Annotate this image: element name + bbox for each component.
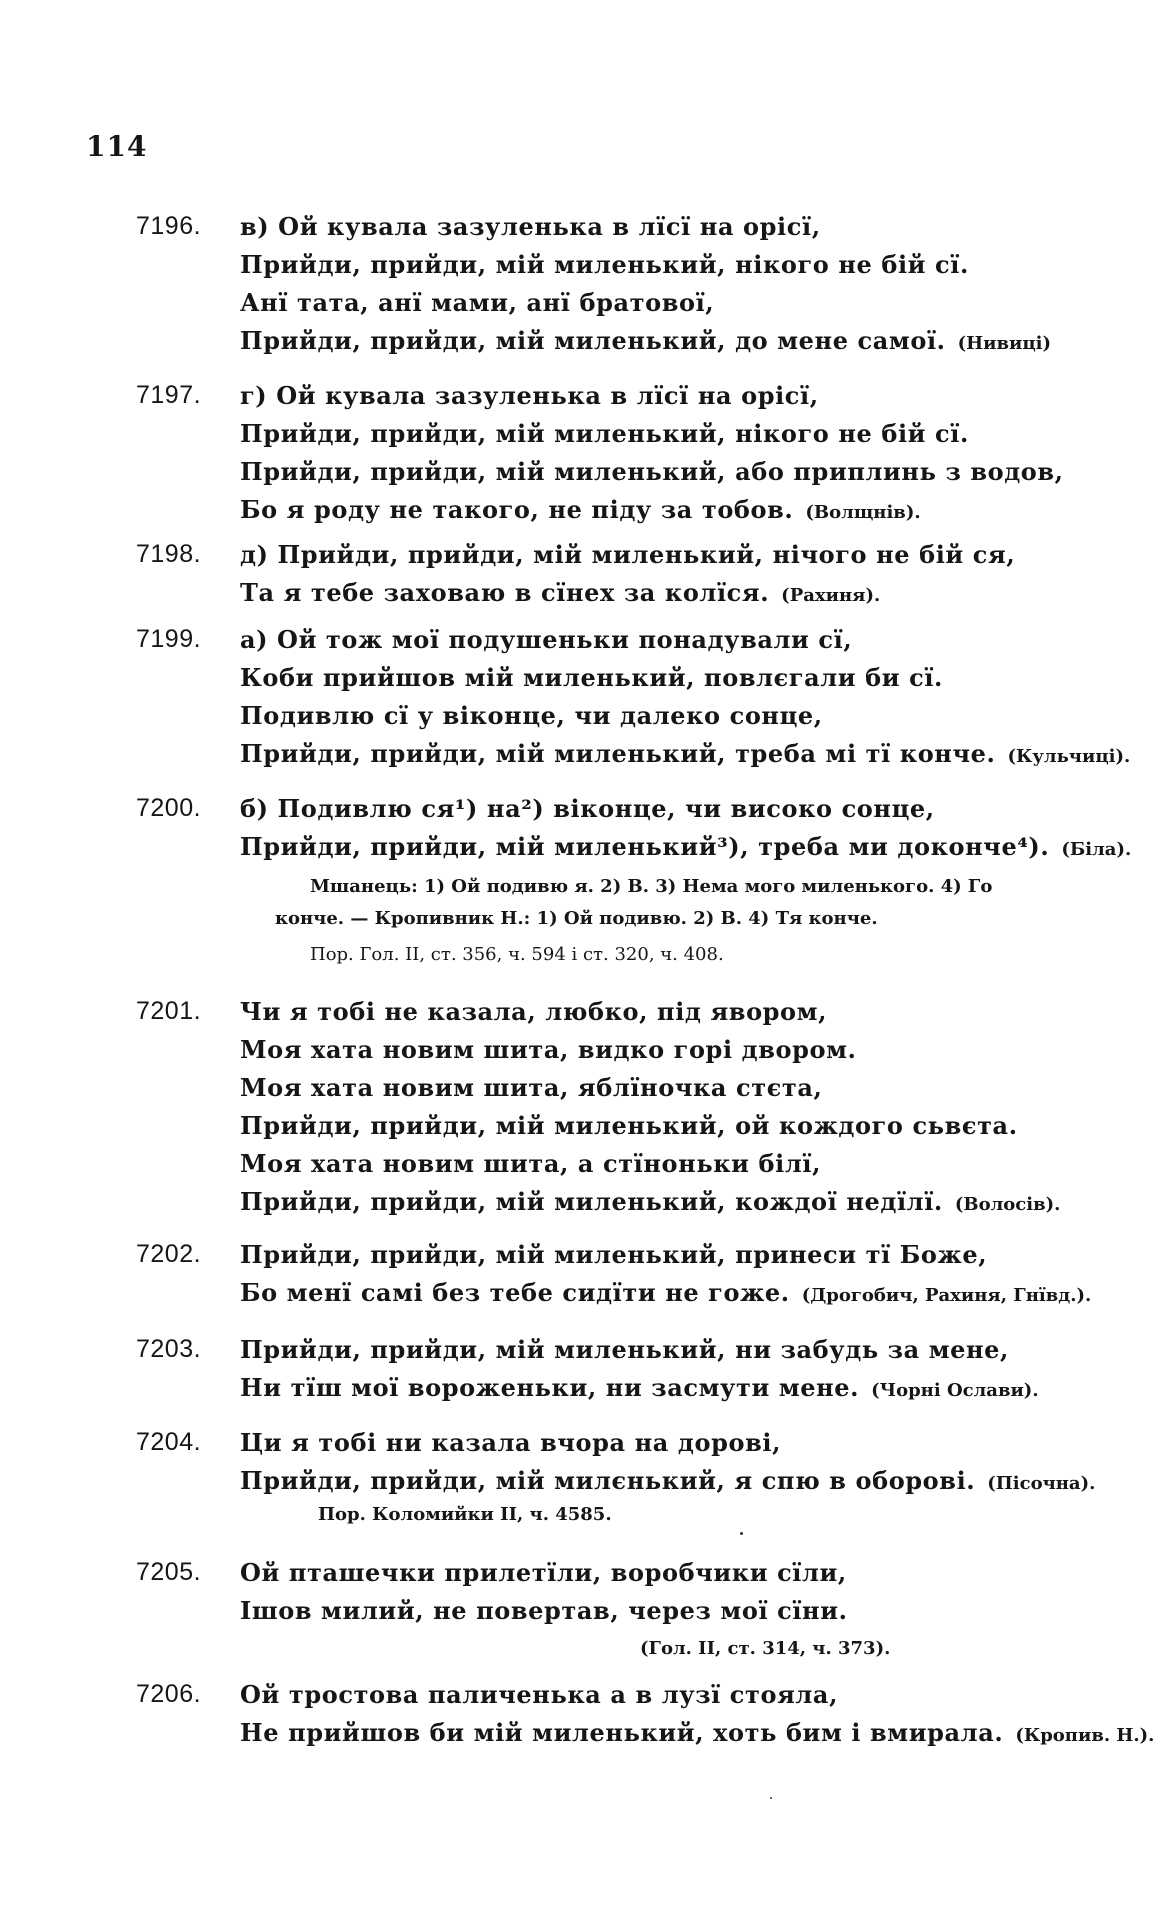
source-citation: (Кульчиці).	[1007, 746, 1131, 767]
entry-number: 7201.	[136, 997, 202, 1025]
verse-line: Анї тата, анї мами, анї братової,	[240, 288, 715, 317]
entry-number: 7205.	[136, 1558, 202, 1586]
reference-line: Пор. Коломийки II, ч. 4585.	[318, 1504, 612, 1525]
verse-line: Прийди, прийди, мій миленький, або приплинь з водов,	[240, 457, 1064, 486]
verse-text: Прийди, прийди, мій миленький, до мене самої.	[240, 326, 946, 355]
entry-number: 7199.	[136, 625, 202, 653]
verse-line: Прийди, прийди, мій миленький, нікого не бій сї.	[240, 250, 969, 279]
source-citation: (Гол. II, ст. 314, ч. 373).	[640, 1638, 891, 1659]
verse-line-last	[240, 1278, 1091, 1307]
source-citation: (Рахиня).	[781, 585, 881, 606]
verse-text: Та я тебе заховаю в сїнех за колїся.	[240, 578, 770, 607]
verse-text: Ни тїш мої вороженьки, ни засмути мене.	[240, 1373, 860, 1402]
print-speck	[770, 1797, 772, 1799]
verse-line: Моя хата новим шита, яблїночка стєта,	[240, 1073, 823, 1102]
verse-text: Прийди, прийди, мій миленький³), треба ми доконче⁴).	[240, 832, 1050, 861]
verse-line-last	[240, 1466, 1095, 1495]
entry-number: 7204.	[136, 1428, 202, 1456]
entry-number: 7206.	[136, 1680, 202, 1708]
source-citation: (Нивиці)	[957, 333, 1052, 354]
verse-text: Бо менї самі без тебе сидїти не гоже.	[240, 1278, 790, 1307]
verse-line: Моя хата новим шита, а стїноньки білї,	[240, 1149, 822, 1178]
verse-line-last	[240, 326, 1051, 355]
entry-number: 7196.	[136, 212, 202, 240]
verse-line-last	[240, 495, 921, 524]
verse-line: Прийди, прийди, мій миленький, нікого не бій сї.	[240, 419, 969, 448]
source-citation: (Дрогобич, Рахиня, Гнївд.).	[801, 1285, 1092, 1306]
entry-number: 7197.	[136, 381, 202, 409]
verse-text: Прийди, прийди, мій миленький, кождої недїлї.	[240, 1187, 943, 1216]
footnote-line: конче. — Кропивник Н.: 1) Ой подивю. 2) В. 4) Тя конче.	[275, 908, 878, 929]
entry-number: 7203.	[136, 1335, 202, 1363]
entry-number: 7202.	[136, 1240, 202, 1268]
verse-line-last	[240, 832, 1131, 861]
verse-line-last	[240, 739, 1130, 768]
verse-line: д) Прийди, прийди, мій миленький, нічого не бій ся,	[240, 540, 1016, 569]
source-citation: (Біла).	[1061, 839, 1132, 860]
source-citation: (Пісочна).	[987, 1473, 1096, 1494]
source-citation: (Волосів).	[954, 1194, 1061, 1215]
verse-line: Ой тростова паличенька а в лузї стояла,	[240, 1680, 839, 1709]
page-number: 114	[86, 130, 148, 163]
source-citation: (Волщнів).	[805, 502, 921, 523]
verse-line: Моя хата новим шита, видко горі двором.	[240, 1035, 857, 1064]
verse-line: Прийди, прийди, мій миленький, ой кождого сьвєта.	[240, 1111, 1018, 1140]
reference-line: Пор. Гол. II, ст. 356, ч. 594 і ст. 320, ч. 408.	[310, 944, 724, 965]
print-speck	[740, 1532, 743, 1535]
verse-line-last	[240, 578, 880, 607]
verse-line: Чи я тобі не казала, любко, під явором,	[240, 997, 828, 1026]
verse-text: Не прийшов би мій миленький, хоть бим і вмирала.	[240, 1718, 1004, 1747]
verse-line-last	[240, 1373, 1039, 1402]
verse-line: в) Ой кувала зазуленька в лїсї на орісї,	[240, 212, 821, 241]
source-citation: (Кропив. Н.).	[1015, 1725, 1154, 1746]
verse-line: Ішов милий, не повертав, через мої сїни.	[240, 1596, 848, 1625]
verse-line: б) Подивлю ся¹) на²) віконце, чи високо сонце,	[240, 794, 935, 823]
footnote-line: Мшанець: 1) Ой подивю я. 2) В. 3) Нема мого миленького. 4) Го	[310, 876, 993, 897]
verse-text: Прийди, прийди, мій миленький, треба мі тї конче.	[240, 739, 996, 768]
verse-text: Бо я роду не такого, не піду за тобов.	[240, 495, 794, 524]
source-citation: (Чорні Ослави).	[871, 1380, 1039, 1401]
entry-number: 7198.	[136, 540, 202, 568]
verse-line: Коби прийшов мій миленький, повлєгали би сї.	[240, 663, 944, 692]
verse-line: г) Ой кувала зазуленька в лїсї на орісї,	[240, 381, 819, 410]
entry-number: 7200.	[136, 794, 202, 822]
verse-line: Подивлю сї у віконце, чи далеко сонце,	[240, 701, 823, 730]
verse-line-last	[240, 1718, 1154, 1747]
verse-line: Ой пташечки прилетїли, воробчики сїли,	[240, 1558, 847, 1587]
verse-text: Прийди, прийди, мій милєнький, я спю в оборові.	[240, 1466, 976, 1495]
verse-line: а) Ой тож мої подушеньки понадували сї,	[240, 625, 853, 654]
verse-line: Ци я тобі ни казала вчора на дорові,	[240, 1428, 782, 1457]
verse-line: Прийди, прийди, мій миленький, ни забудь за мене,	[240, 1335, 1010, 1364]
verse-line: Прийди, прийди, мій миленький, принеси тї Боже,	[240, 1240, 988, 1269]
verse-line-last	[240, 1187, 1060, 1216]
